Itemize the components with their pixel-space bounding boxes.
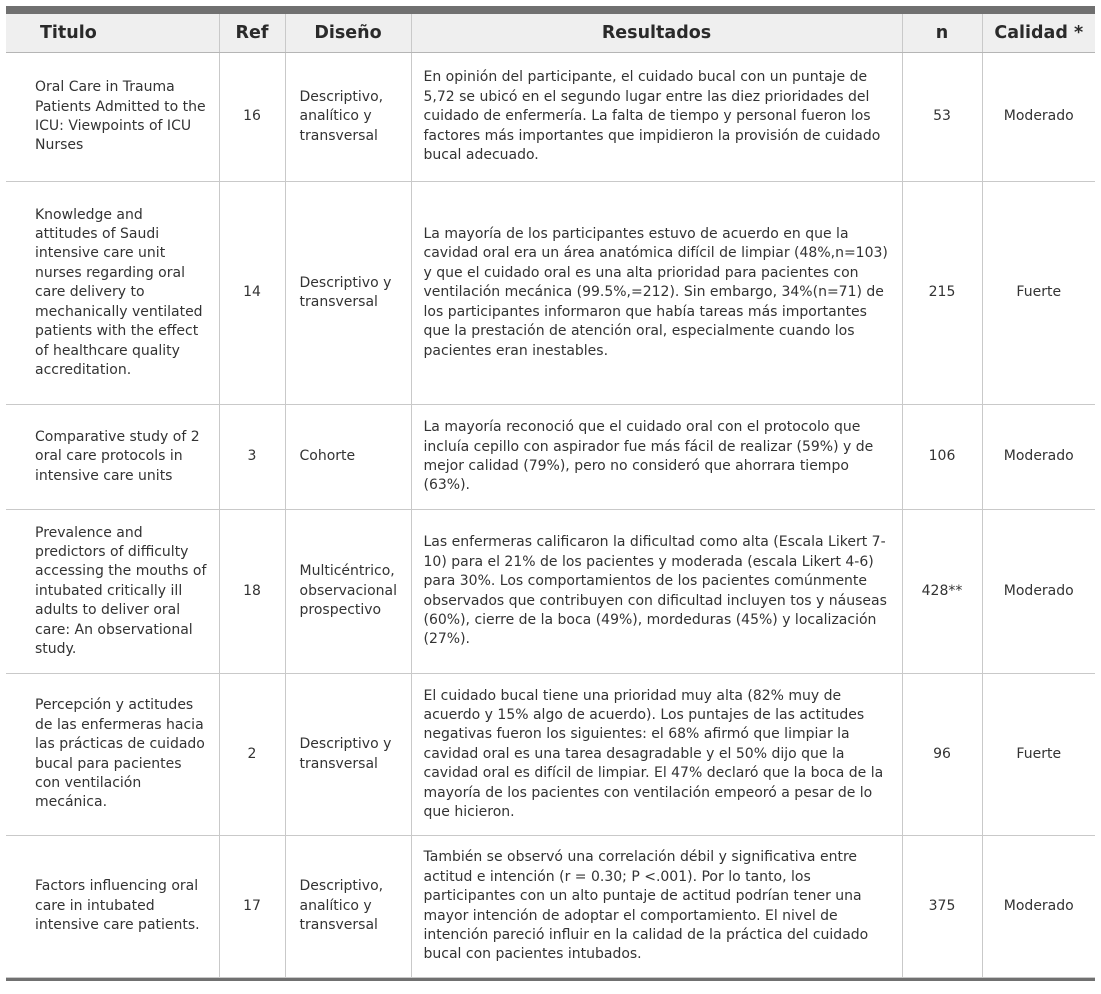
cell-ref: 2 (219, 674, 285, 836)
header-ref: Ref (219, 14, 285, 53)
cell-titulo: Factors influencing oral care in intubated intensive care patients. (6, 836, 219, 978)
table-row (6, 53, 1095, 182)
header-titulo: Titulo (6, 14, 219, 53)
cell-resultados: Las enfermeras calificaron la dificultad como alta (Escala Likert 7-10) para el 21% de los pacientes y moderada (escala Likert 4-6) para 30%. Los comportamientos de los pacientes comúnmente observados que contribuyen con dificultad incluyen tos y náuseas (60%), cierre de la boca (49%), mordeduras (45%) y localización (27%). (411, 510, 902, 674)
table-row (6, 182, 1095, 405)
cell-n: 375 (902, 836, 982, 978)
cell-calidad: Moderado (982, 836, 1095, 978)
table-row (6, 674, 1095, 836)
cell-calidad: Moderado (982, 510, 1095, 674)
top-rule (6, 6, 1095, 14)
bottom-rule (6, 978, 1095, 981)
cell-calidad: Moderado (982, 405, 1095, 510)
cell-ref: 18 (219, 510, 285, 674)
header-calidad: Calidad * (982, 14, 1095, 53)
cell-titulo: Percepción y actitudes de las enfermeras hacia las prácticas de cuidado bucal para pacientes con ventilación mecánica. (6, 674, 219, 836)
cell-diseno: Multicéntrico, observacional prospectivo (285, 510, 411, 674)
cell-resultados: En opinión del participante, el cuidado bucal con un puntaje de 5,72 se ubicó en el segundo lugar entre las diez prioridades del cuidado de enfermería. La falta de tiempo y personal fueron los factores más importantes que impidieron la provisión de cuidado bucal adecuado. (411, 53, 902, 182)
cell-calidad: Fuerte (982, 674, 1095, 836)
table-header (6, 14, 1095, 53)
studies-table (6, 14, 1095, 978)
cell-n: 428** (902, 510, 982, 674)
cell-diseno: Descriptivo, analítico y transversal (285, 836, 411, 978)
table-body (6, 53, 1095, 978)
cell-resultados: El cuidado bucal tiene una prioridad muy alta (82% muy de acuerdo y 15% algo de acuerdo). Los puntajes de las actitudes negativas fueron los siguientes: el 68% afirmó que limpiar la cavidad oral es una tarea desagradable y el 50% dijo que la cavidad oral es difícil de limpiar. El 47% declaró que la boca de la mayoría de los pacientes con ventilación empeoró a pesar de lo que hicieron. (411, 674, 902, 836)
cell-ref: 14 (219, 182, 285, 405)
table-row (6, 510, 1095, 674)
cell-n: 96 (902, 674, 982, 836)
cell-titulo: Comparative study of 2 oral care protocols in intensive care units (6, 405, 219, 510)
cell-n: 53 (902, 53, 982, 182)
header-row (6, 14, 1095, 53)
cell-diseno: Descriptivo y transversal (285, 182, 411, 405)
cell-resultados: La mayoría reconoció que el cuidado oral con el protocolo que incluía cepillo con aspirador fue más fácil de realizar (59%) y de mejor calidad (79%), pero no consideró que ahorrara tiempo (63%). (411, 405, 902, 510)
cell-ref: 17 (219, 836, 285, 978)
cell-calidad: Moderado (982, 53, 1095, 182)
cell-resultados: También se observó una correlación débil y significativa entre actitud e intención (r = 0.30; P <.001). Por lo tanto, los participantes con un alto puntaje de actitud podrían tener una mayor intención de adoptar el comportamiento. El nivel de intención pareció influir en la calidad de la práctica del cuidado bucal con pacientes intubados. (411, 836, 902, 978)
cell-n: 215 (902, 182, 982, 405)
cell-titulo: Knowledge and attitudes of Saudi intensive care unit nurses regarding oral care delivery to mechanically ventilated patients with the effect of healthcare quality accreditation. (6, 182, 219, 405)
cell-resultados: La mayoría de los participantes estuvo de acuerdo en que la cavidad oral era un área anatómica difícil de limpiar (48%,n=103) y que el cuidado oral es una alta prioridad para pacientes con ventilación mecánica (99.5%,=212). Sin embargo, 34%(n=71) de los participantes informaron que había tareas más importantes que la prestación de atención oral, especialmente cuando los pacientes eran inestables. (411, 182, 902, 405)
cell-diseno: Descriptivo, analítico y transversal (285, 53, 411, 182)
cell-titulo: Prevalence and predictors of difficulty accessing the mouths of intubated critically ill adults to deliver oral care: An observational study. (6, 510, 219, 674)
cell-diseno: Descriptivo y transversal (285, 674, 411, 836)
header-diseno: Diseño (285, 14, 411, 53)
cell-ref: 16 (219, 53, 285, 182)
studies-table-container (6, 6, 1095, 981)
cell-diseno: Cohorte (285, 405, 411, 510)
table-row (6, 405, 1095, 510)
cell-calidad: Fuerte (982, 182, 1095, 405)
header-n: n (902, 14, 982, 53)
cell-titulo: Oral Care in Trauma Patients Admitted to the ICU: Viewpoints of ICU Nurses (6, 53, 219, 182)
cell-n: 106 (902, 405, 982, 510)
cell-ref: 3 (219, 405, 285, 510)
table-row (6, 836, 1095, 978)
header-resultados: Resultados (411, 14, 902, 53)
